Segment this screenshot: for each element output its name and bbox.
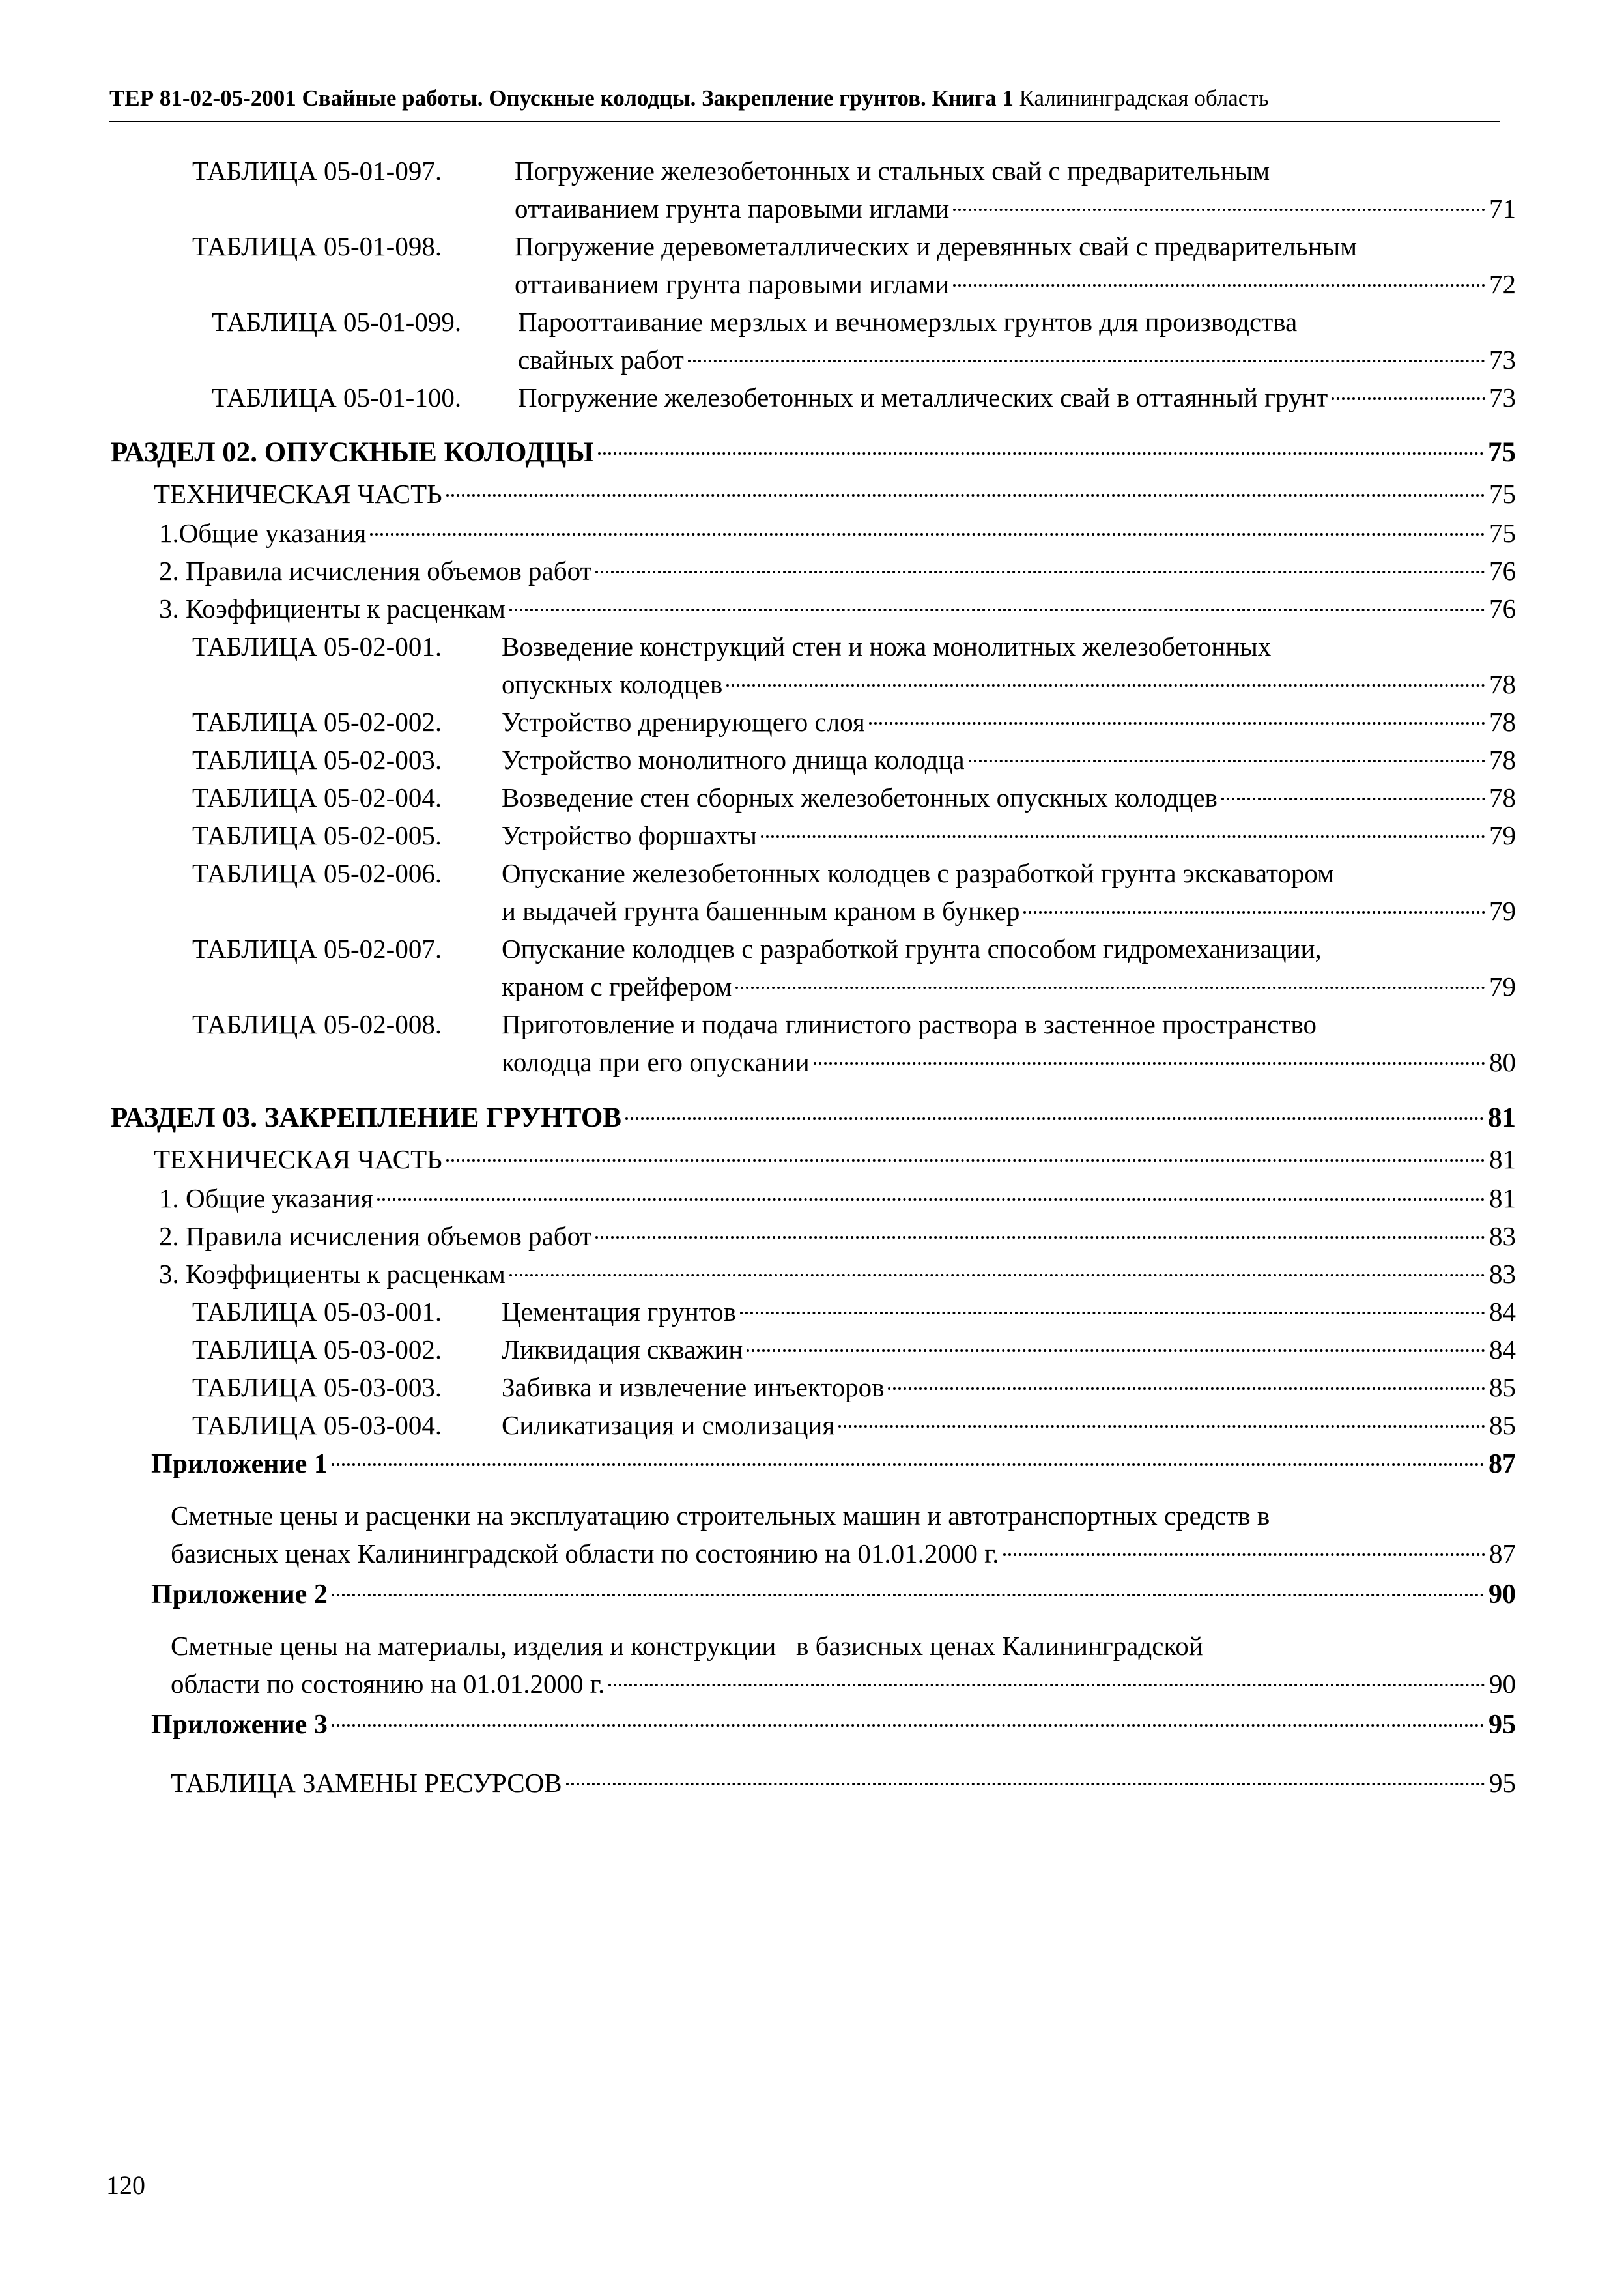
- table-title-cont: свайных работ: [518, 345, 684, 375]
- leader-dots: [377, 1198, 1485, 1201]
- page-ref: 81: [1489, 1183, 1516, 1213]
- table-title: Силикатизация и смолизация: [502, 1410, 835, 1440]
- section-title: РАЗДЕЛ 02. ОПУСКНЫЕ КОЛОДЦЫ: [111, 437, 594, 468]
- leader-dots: [332, 1724, 1485, 1727]
- table-title: Приготовление и подача глинистого раствора в застенное пространство: [502, 1009, 1317, 1039]
- toc-item[interactable]: [159, 1255, 1516, 1293]
- page-ref: 83: [1489, 1259, 1516, 1289]
- table-title-cont: краном с грейфером: [502, 972, 732, 1001]
- table-code: ТАБЛИЦА 05-03-002.: [192, 1334, 442, 1364]
- table-code: ТАБЛИЦА 05-03-001.: [192, 1297, 442, 1327]
- leader-dots: [814, 1062, 1485, 1065]
- leader-dots: [869, 722, 1485, 725]
- toc-section-02[interactable]: [111, 434, 1516, 472]
- appendix-desc: Сметные цены на материалы, изделия и конструкции в базисных ценах Калининградской: [171, 1631, 1203, 1661]
- page-ref: 80: [1489, 1047, 1516, 1077]
- leader-dots: [509, 1274, 1485, 1276]
- page-ref: 85: [1489, 1410, 1516, 1440]
- item-title: 2. Правила исчисления объемов работ: [159, 1221, 592, 1251]
- page-ref: 90: [1489, 1579, 1516, 1609]
- table-code: ТАБЛИЦА 05-02-004.: [192, 783, 442, 813]
- page-ref: 87: [1489, 1538, 1516, 1568]
- leader-dots: [953, 284, 1485, 287]
- toc-table-entry[interactable]: [212, 379, 1516, 416]
- toc-appendix-3-desc[interactable]: [171, 1764, 1516, 1802]
- toc-table-entry[interactable]: [192, 703, 1516, 741]
- header-rule: [109, 121, 1500, 122]
- toc-table-entry[interactable]: [192, 1331, 1516, 1368]
- toc-table-entry[interactable]: [192, 1293, 1516, 1331]
- page-ref: 75: [1489, 518, 1516, 548]
- leader-dots: [566, 1783, 1485, 1785]
- toc-table-entry[interactable]: [192, 930, 1516, 1005]
- toc-table-entry[interactable]: [192, 741, 1516, 779]
- page-ref: 71: [1489, 194, 1516, 223]
- leader-dots: [370, 533, 1485, 536]
- appendix-title: Приложение 3: [151, 1710, 328, 1740]
- leader-dots: [595, 571, 1485, 573]
- tech-part-title: ТЕХНИЧЕСКАЯ ЧАСТЬ: [154, 479, 442, 509]
- toc-appendix-2-desc[interactable]: [171, 1627, 1516, 1703]
- table-code: ТАБЛИЦА 05-03-003.: [192, 1372, 442, 1402]
- table-title-cont: и выдачей грунта башенным краном в бункер: [502, 896, 1020, 926]
- leader-dots: [1221, 798, 1485, 800]
- page-ref: 81: [1489, 1144, 1516, 1174]
- page-ref: 79: [1489, 972, 1516, 1001]
- page-ref: 73: [1489, 345, 1516, 375]
- leader-dots: [688, 360, 1485, 362]
- leader-dots: [446, 1159, 1485, 1162]
- page-ref: 78: [1489, 783, 1516, 813]
- table-title: Опускание железобетонных колодцев с разработкой грунта экскаватором: [502, 858, 1335, 888]
- toc-appendix-1-desc[interactable]: [171, 1497, 1516, 1572]
- leader-dots: [608, 1684, 1485, 1686]
- table-title: Погружение железобетонных и стальных свай с предварительным: [515, 156, 1270, 186]
- appendix-desc: Сметные цены и расценки на эксплуатацию строительных машин и автотранспортных средств в: [171, 1501, 1270, 1531]
- table-code: ТАБЛИЦА 05-02-008.: [192, 1009, 442, 1039]
- leader-dots: [761, 835, 1485, 838]
- leader-dots: [595, 1236, 1485, 1239]
- table-title: Цементация грунтов: [502, 1297, 736, 1327]
- toc-table-entry[interactable]: [192, 152, 1516, 227]
- table-title: Возведение стен сборных железобетонных опускных колодцев: [502, 783, 1218, 813]
- table-title-cont: опускных колодцев: [502, 669, 723, 699]
- table-title-cont: оттаиванием грунта паровыми иглами: [515, 269, 950, 299]
- appendix-desc-cont: базисных ценах Калининградской области по состоянию на 01.01.2000 г.: [171, 1538, 999, 1568]
- tech-part-title: ТЕХНИЧЕСКАЯ ЧАСТЬ: [154, 1144, 442, 1174]
- page-ref: 76: [1489, 594, 1516, 624]
- leader-dots: [747, 1349, 1485, 1352]
- table-code: ТАБЛИЦА 05-02-001.: [192, 631, 442, 661]
- table-title: Устройство монолитного днища колодца: [502, 745, 965, 775]
- table-title: Опускание колодцев с разработкой грунта способом гидромеханизации,: [502, 934, 1322, 964]
- toc-appendix-2[interactable]: [151, 1576, 1516, 1613]
- table-title: Погружение деревометаллических и деревянных свай с предварительным: [515, 231, 1358, 261]
- leader-dots: [598, 452, 1484, 455]
- header-title: ТЕР 81-02-05-2001 Свайные работы. Опускные колодцы. Закрепление грунтов. Книга 1: [109, 85, 1014, 111]
- leader-dots: [838, 1425, 1485, 1428]
- table-title: Парооттаивание мерзлых и вечномерзлых грунтов для производства: [518, 307, 1298, 337]
- toc-item[interactable]: [159, 1217, 1516, 1255]
- table-code: ТАБЛИЦА 05-02-003.: [192, 745, 442, 775]
- table-code: ТАБЛИЦА 05-02-005.: [192, 820, 442, 850]
- toc-table-entry[interactable]: [192, 1005, 1516, 1081]
- toc-table-entry[interactable]: [192, 627, 1516, 703]
- table-code: ТАБЛИЦА 05-01-099.: [212, 307, 462, 337]
- appendix-title: Приложение 2: [151, 1579, 328, 1609]
- appendix-desc-cont: области по состоянию на 01.01.2000 г.: [171, 1669, 605, 1699]
- item-title: 1. Общие указания: [159, 1183, 373, 1213]
- page-ref: 84: [1489, 1297, 1516, 1327]
- leader-dots: [1023, 911, 1485, 914]
- page-ref: 95: [1489, 1710, 1516, 1740]
- table-title: Забивка и извлечение инъекторов: [502, 1372, 885, 1402]
- leader-dots: [953, 209, 1485, 211]
- leader-dots: [332, 1594, 1485, 1596]
- appendix-title: Приложение 1: [151, 1449, 328, 1479]
- page-ref: 72: [1489, 269, 1516, 299]
- page-ref: 83: [1489, 1221, 1516, 1251]
- leader-dots: [509, 609, 1485, 611]
- item-title: 1.Общие указания: [159, 518, 367, 548]
- leader-dots: [735, 987, 1485, 989]
- page-ref: 75: [1489, 479, 1516, 509]
- page-ref: 78: [1489, 669, 1516, 699]
- table-code: ТАБЛИЦА 05-01-098.: [192, 231, 442, 261]
- table-title: Возведение конструкций стен и ножа монолитных железобетонных: [502, 631, 1272, 661]
- page-ref: 75: [1488, 437, 1516, 468]
- item-title: 3. Коэффициенты к расценкам: [159, 1259, 506, 1289]
- toc-table-entry[interactable]: [192, 779, 1516, 816]
- table-code: ТАБЛИЦА 05-03-004.: [192, 1410, 442, 1440]
- page-ref: 90: [1489, 1669, 1516, 1699]
- table-title-cont: оттаиванием грунта паровыми иглами: [515, 194, 950, 223]
- table-code: ТАБЛИЦА 05-01-097.: [192, 156, 442, 186]
- page-ref: 79: [1489, 896, 1516, 926]
- page-number: 120: [106, 2170, 145, 2200]
- toc-table-entry[interactable]: [192, 816, 1516, 854]
- page-ref: 76: [1489, 556, 1516, 586]
- page-ref: 78: [1489, 707, 1516, 737]
- toc-item[interactable]: [159, 590, 1516, 627]
- page-ref: 87: [1489, 1449, 1516, 1479]
- page-ref: 73: [1489, 382, 1516, 412]
- toc-appendix-1[interactable]: [151, 1445, 1516, 1483]
- toc-item[interactable]: [159, 1179, 1516, 1217]
- leader-dots: [625, 1117, 1484, 1120]
- leader-dots: [969, 760, 1485, 762]
- leader-dots: [888, 1387, 1485, 1390]
- page-ref: 85: [1489, 1372, 1516, 1402]
- running-header: [109, 85, 1500, 111]
- leader-dots: [740, 1312, 1485, 1314]
- page-ref: 84: [1489, 1334, 1516, 1364]
- toc-table-entry[interactable]: [212, 303, 1516, 379]
- leader-dots: [446, 494, 1485, 497]
- table-title: Устройство форшахты: [502, 820, 757, 850]
- toc-table-entry[interactable]: [192, 1406, 1516, 1444]
- toc-appendix-3[interactable]: [151, 1706, 1516, 1744]
- page-ref: 79: [1489, 820, 1516, 850]
- toc-item[interactable]: [159, 552, 1516, 590]
- toc-tech-part[interactable]: [154, 1140, 1516, 1178]
- page-ref: 78: [1489, 745, 1516, 775]
- section-title: РАЗДЕЛ 03. ЗАКРЕПЛЕНИЕ ГРУНТОВ: [111, 1102, 621, 1133]
- toc-table-entry[interactable]: [192, 854, 1516, 930]
- appendix-desc-cont: ТАБЛИЦА ЗАМЕНЫ РЕСУРСОВ: [171, 1768, 562, 1798]
- page-ref: 95: [1489, 1768, 1516, 1798]
- toc-section-03[interactable]: [111, 1099, 1516, 1137]
- table-title: Ликвидация скважин: [502, 1334, 743, 1364]
- leader-dots: [726, 684, 1485, 687]
- page-ref: 81: [1488, 1102, 1516, 1133]
- table-title-cont: колодца при его опускании: [502, 1047, 810, 1077]
- table-code: ТАБЛИЦА 05-01-100.: [212, 382, 462, 412]
- table-code: ТАБЛИЦА 05-02-007.: [192, 934, 442, 964]
- toc-table-entry[interactable]: [192, 1368, 1516, 1406]
- table-title: Погружение железобетонных и металлических свай в оттаянный грунт: [518, 382, 1328, 412]
- table-code: ТАБЛИЦА 05-02-006.: [192, 858, 442, 888]
- table-title: Устройство дренирующего слоя: [502, 707, 865, 737]
- toc-item[interactable]: [159, 514, 1516, 552]
- leader-dots: [1003, 1553, 1485, 1556]
- toc-table-entry[interactable]: [192, 227, 1516, 303]
- item-title: 2. Правила исчисления объемов работ: [159, 556, 592, 586]
- header-region: Калининградская область: [1013, 85, 1269, 111]
- item-title: 3. Коэффициенты к расценкам: [159, 594, 506, 624]
- toc-tech-part[interactable]: [154, 475, 1516, 513]
- leader-dots: [332, 1463, 1485, 1466]
- leader-dots: [1332, 397, 1485, 400]
- table-code: ТАБЛИЦА 05-02-002.: [192, 707, 442, 737]
